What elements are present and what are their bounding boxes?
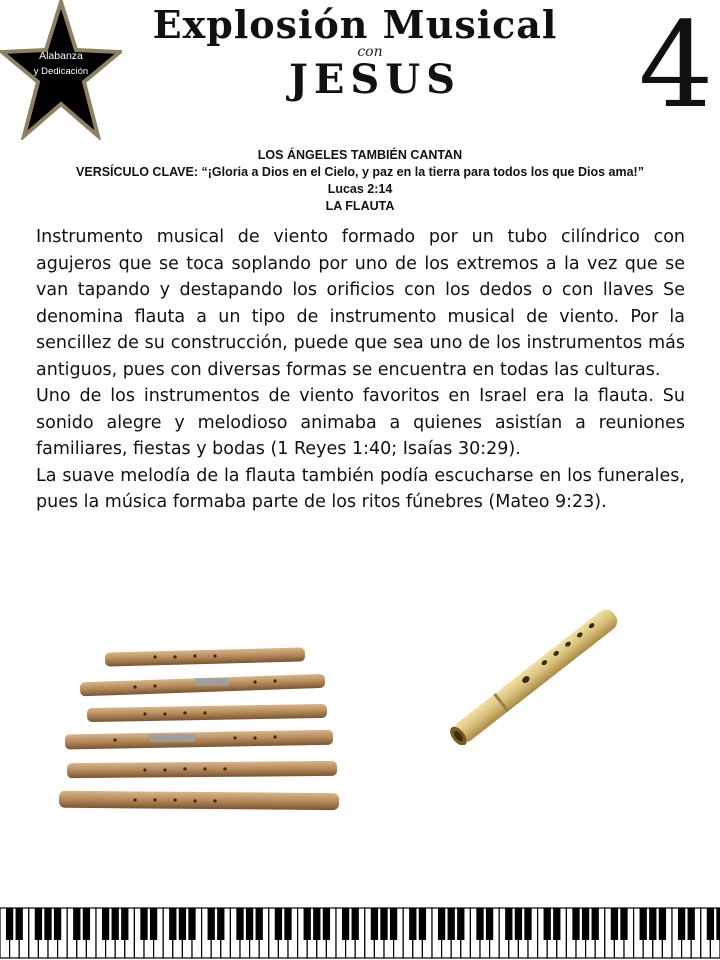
black-key (582, 908, 589, 940)
flute-2 (80, 674, 325, 697)
black-key (304, 908, 311, 940)
paragraph: Instrumento musical de viento formado por un tubo cilíndrico con agujeros que se toca soplando por uno de los extremos a la vez que se van tapando y destapando los orificios con los dedos o con llaves Se denomina flauta a un tipo de instrumento musical de viento. Por la sencillez de su construcción, puede que sea uno de los instrumentos más antiguos, pues con diversas formas se encuentra en todas las culturas. (36, 227, 685, 380)
black-key (246, 908, 253, 940)
black-key (236, 908, 243, 940)
paragraph: Uno de los instrumentos de viento favoritos en Israel era la flauta. Su sonido alegre y melodioso animaba a quienes asistían a reuniones familiares, fiestas y bodas (1 Reyes 1:40; Isaías 30:29). (36, 386, 685, 459)
black-key (371, 908, 378, 940)
black-key (323, 908, 330, 940)
flute-3 (87, 704, 327, 722)
black-key (486, 908, 493, 940)
paragraph: La suave melodía de la flauta también podía escucharse en los funerales, pues la música formaba parte de los ritos fúnebres (Mateo 9:23). (36, 465, 685, 512)
title-main: Explosión Musical (152, 2, 558, 47)
badge-line2: y Dedicación (33, 66, 89, 77)
black-key (553, 908, 560, 940)
black-key (102, 908, 109, 940)
black-key (140, 908, 147, 940)
black-key (16, 908, 23, 940)
black-key (150, 908, 157, 940)
black-key (54, 908, 61, 940)
black-key (208, 908, 215, 940)
black-key (44, 908, 51, 940)
black-key (659, 908, 666, 940)
lesson-title: LOS ÁNGELES TAMBIÉN CANTAN (257, 148, 463, 162)
black-key (524, 908, 531, 940)
black-key (390, 908, 397, 940)
flute-6 (59, 791, 339, 810)
black-key (352, 908, 359, 940)
black-key (678, 908, 685, 940)
title-jesus: JESUS (288, 56, 462, 103)
black-key (179, 908, 186, 940)
black-key (188, 908, 195, 940)
black-key (640, 908, 647, 940)
black-key (611, 908, 618, 940)
title-con: con (357, 44, 383, 60)
black-key (121, 908, 128, 940)
black-key (275, 908, 282, 940)
black-key (217, 908, 224, 940)
black-key (476, 908, 483, 940)
black-key (313, 908, 320, 940)
ancient-flutes-image (55, 630, 355, 825)
black-key (716, 908, 720, 940)
black-key (438, 908, 445, 940)
topic-title: LA FLAUTA (325, 199, 395, 213)
star-badge (0, 0, 122, 140)
verse-reference: Lucas 2:14 (327, 182, 393, 196)
black-key (707, 908, 714, 940)
black-key (544, 908, 551, 940)
key-verse: VERSÍCULO CLAVE: “¡Gloria a Dios en el Cielo, y paz en la tierra para todos los que Dios ama!” (76, 165, 644, 179)
black-key (380, 908, 387, 940)
black-key (342, 908, 349, 940)
black-key (256, 908, 263, 940)
black-key (73, 908, 80, 940)
black-key (515, 908, 522, 940)
black-key (572, 908, 579, 940)
badge-line1: Alabanza (39, 50, 83, 62)
black-key (688, 908, 695, 940)
black-key (83, 908, 90, 940)
black-key (592, 908, 599, 940)
black-key (649, 908, 656, 940)
body-text (36, 224, 685, 516)
black-key (284, 908, 291, 940)
lesson-number: 4 (638, 0, 714, 134)
black-key (419, 908, 426, 940)
black-key (457, 908, 464, 940)
lesson-heading (20, 147, 700, 215)
black-key (35, 908, 42, 940)
piano-keyboard-border (0, 906, 720, 960)
flute-5 (67, 761, 337, 778)
black-key (505, 908, 512, 940)
black-key (112, 908, 119, 940)
bamboo-flute-image (440, 605, 630, 745)
black-key (6, 908, 13, 940)
flute-1 (105, 647, 305, 666)
black-key (620, 908, 627, 940)
flute-4 (65, 730, 333, 750)
black-key (409, 908, 416, 940)
black-key (169, 908, 176, 940)
black-key (448, 908, 455, 940)
